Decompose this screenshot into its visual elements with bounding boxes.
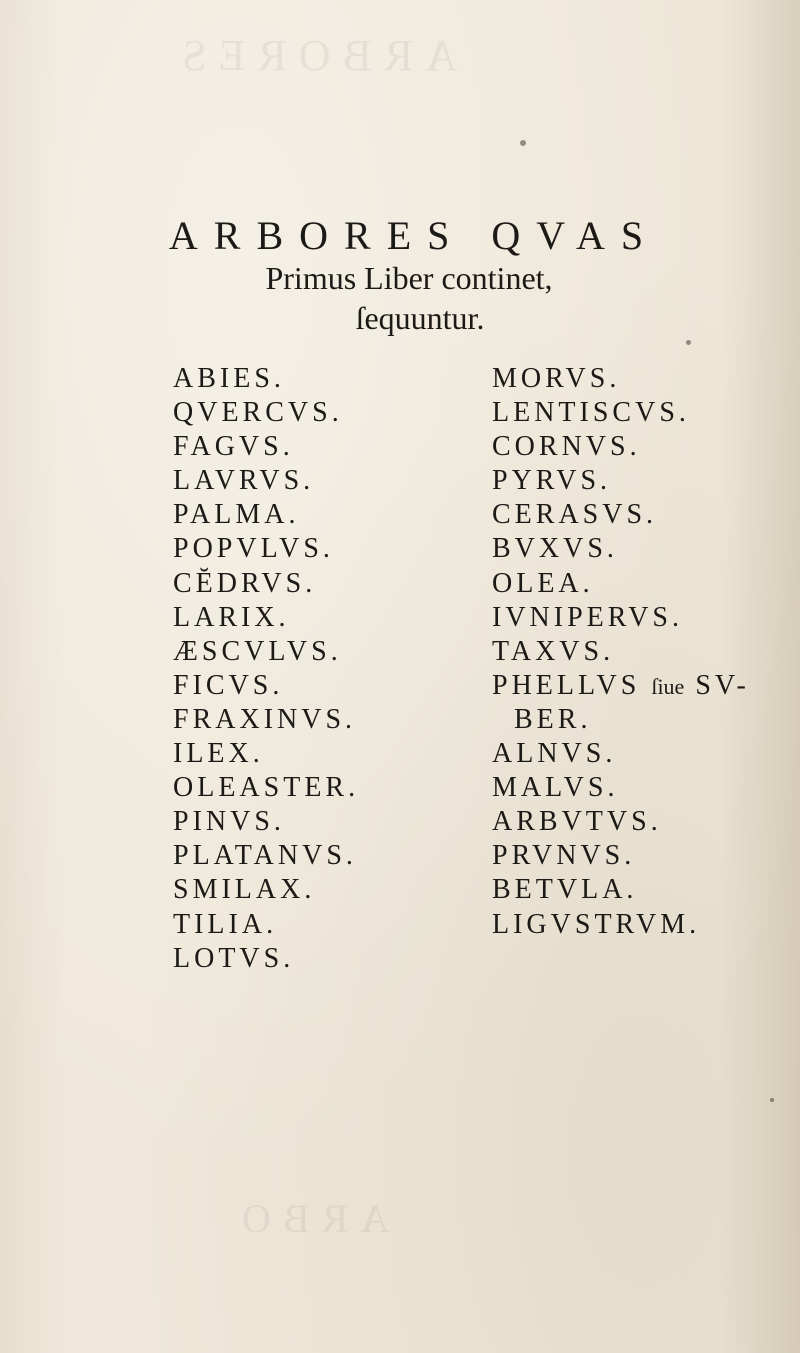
list-item-phellus [492, 669, 750, 703]
page-subtitle-continued: ſequuntur. [355, 300, 485, 336]
bleed-through-text: ARBO [230, 1196, 390, 1241]
list-item: TAXVS. [492, 635, 615, 667]
list-item: ALNVS. [492, 738, 617, 770]
list-item: LAVRVS. [173, 465, 315, 497]
tree-list-left [173, 362, 359, 976]
phellus-tail: SV- [695, 669, 750, 701]
list-item: PINVS. [173, 806, 285, 838]
list-item: FRAXINVS. [173, 703, 357, 735]
list-item: ÆSCVLVS. [173, 635, 342, 667]
list-item: BETVLA. [492, 874, 638, 906]
list-item: CĔDRVS. [173, 567, 317, 599]
ink-speck [520, 140, 526, 146]
list-item: PRVNVS. [492, 840, 636, 872]
list-item: FAGVS. [173, 431, 294, 463]
list-item: LARIX. [173, 601, 290, 633]
bleed-through-text: ARBORES [170, 31, 457, 80]
list-item-continuation: BER. [514, 703, 592, 735]
list-item: MORVS. [492, 363, 621, 394]
list-item: LIGVSTRVM. [492, 908, 701, 940]
list-item: QVERCVS. [173, 397, 343, 429]
list-item: LENTISCVS. [492, 397, 690, 429]
list-item: OLEA. [492, 567, 594, 599]
list-item: ARBVTVS. [492, 806, 662, 838]
list-item: SMILAX. [173, 874, 316, 906]
list-item: ABIES. [173, 363, 285, 394]
list-item: PLATANVS. [173, 840, 357, 872]
list-item: OLEASTER. [173, 772, 360, 804]
list-item: CERASVS. [492, 499, 658, 531]
list-item: TILIA. [173, 908, 278, 940]
ink-speck [770, 1098, 774, 1102]
list-item: IVNIPERVS. [492, 601, 683, 633]
ink-speck [686, 340, 691, 345]
list-item: FICVS. [173, 669, 284, 701]
phellus-sive: ſiue [651, 673, 685, 699]
list-item: LOTVS. [173, 942, 295, 974]
list-item: ILEX. [173, 738, 264, 770]
page-title: ARBORES QVAS [168, 213, 660, 258]
list-item: MALVS. [492, 772, 619, 804]
page-subtitle: Primus Liber continet, [265, 260, 553, 296]
list-item: CORNVS. [492, 431, 641, 463]
phellus-name: PHELLVS [492, 669, 641, 701]
list-item: PYRVS. [492, 465, 612, 497]
tree-list-right [492, 362, 750, 942]
list-item: BVXVS. [492, 533, 618, 565]
list-item: POPVLVS. [173, 533, 334, 565]
list-item: PALMA. [173, 499, 300, 531]
